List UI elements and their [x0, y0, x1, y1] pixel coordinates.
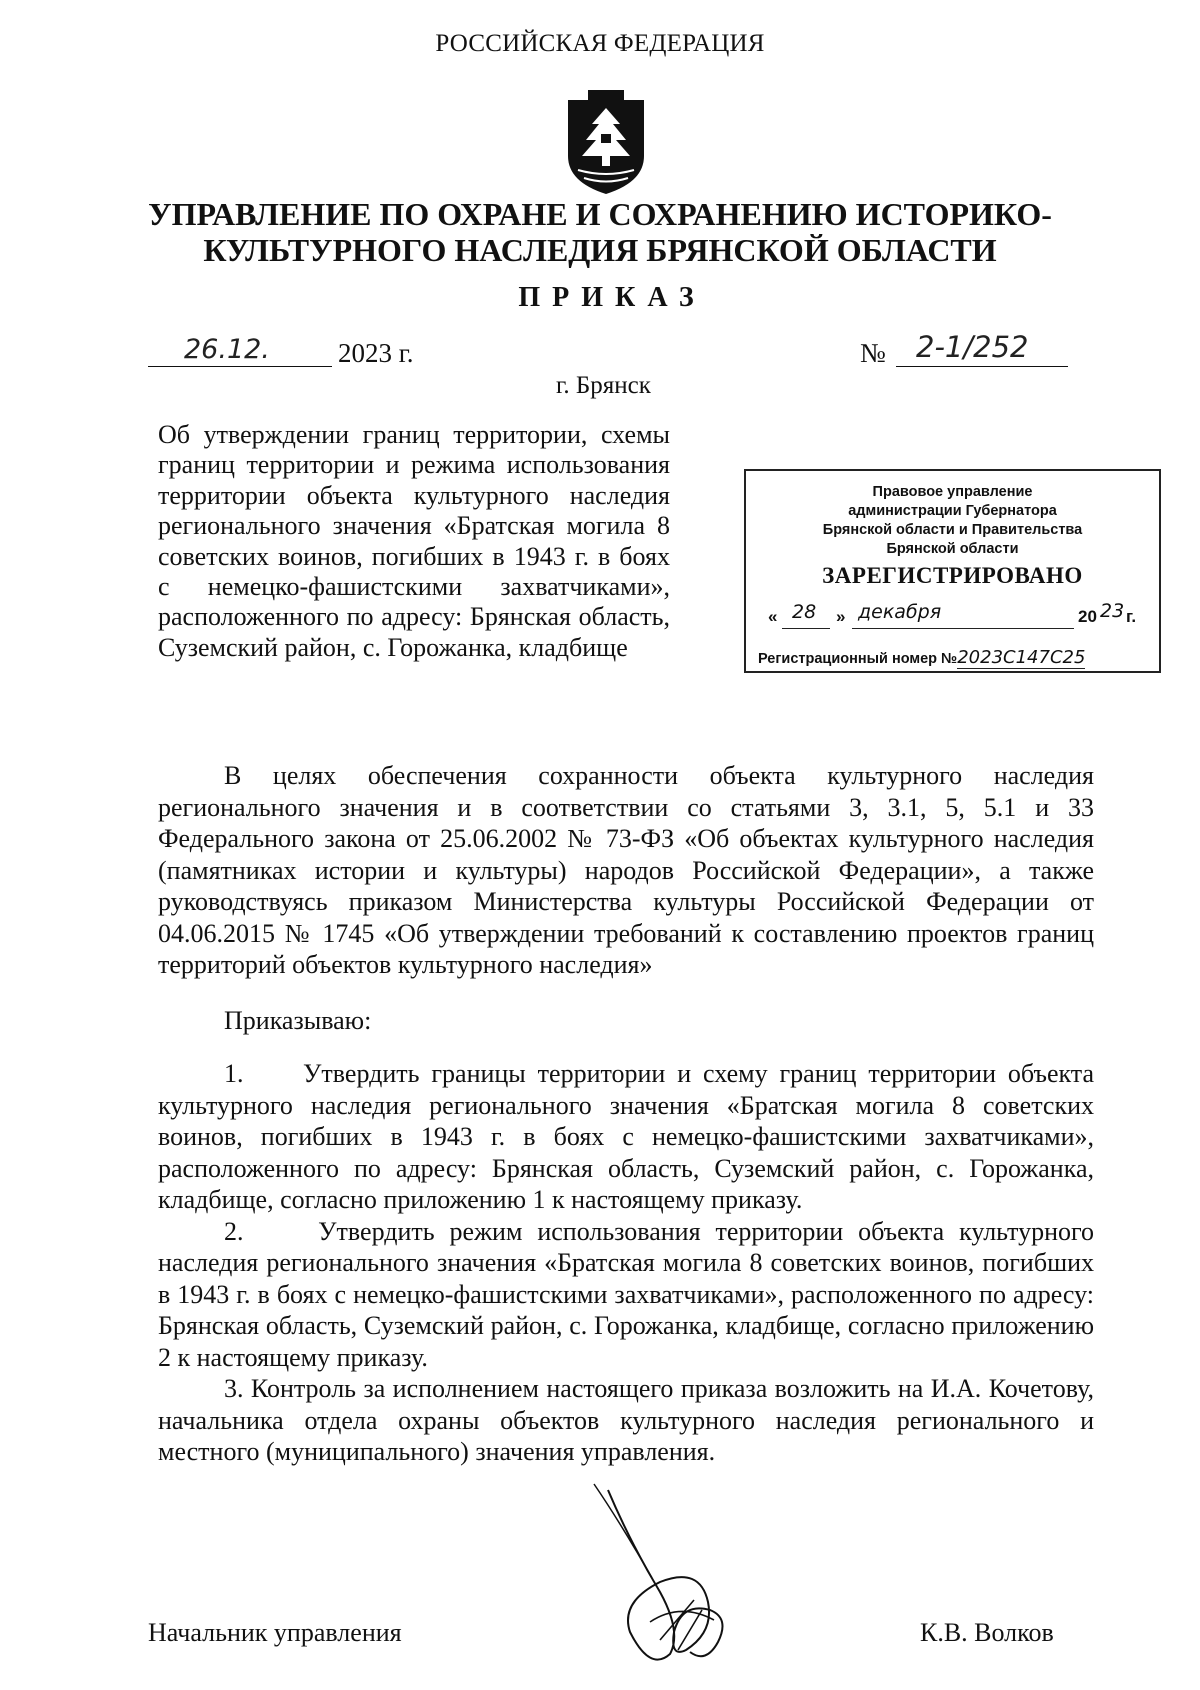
stamp-reg-label: Регистрационный номер №: [758, 651, 958, 667]
stamp-day-underline: [782, 601, 830, 629]
stamp-authority: [746, 483, 1159, 559]
stamp-day: 28: [792, 601, 817, 623]
organization-name-line1: УПРАВЛЕНИЕ ПО ОХРАНЕ И СОХРАНЕНИЮ ИСТОРИКО-: [148, 196, 1052, 232]
stamp-month-underline: [852, 601, 1074, 629]
handwritten-date: 26.12.: [184, 334, 270, 365]
document-type: ПРИКАЗ: [518, 282, 706, 313]
stamp-line: администрации Губернатора: [848, 503, 1057, 519]
signatory-position: Начальник управления: [148, 1618, 402, 1647]
stamp-registered: ЗАРЕГИСТРИРОВАНО: [822, 563, 1083, 588]
order-items: [158, 1058, 1094, 1468]
registration-stamp: [744, 469, 1161, 673]
stamp-line: Брянской области: [886, 541, 1019, 557]
stamp-month: декабря: [858, 601, 942, 623]
stamp-quote-close: »: [836, 607, 846, 626]
stamp-year-prefix: 20: [1078, 607, 1097, 626]
order-year: 2023 г.: [338, 338, 414, 368]
stamp-line: Брянской области и Правительства: [822, 522, 1083, 538]
order-word: Приказываю:: [224, 1006, 372, 1035]
order-item: 1. Утвердить границы территории и схему границ территории объекта культурного наследия регионального значения «Братская могила 8 советских воинов, погибших в 1943 г. в боях с немецко-фашистскими захватчиками», расположенного по адресу: Брянская область, Суземский район, с. Горожанка, кладбище, согласно приложению 1 к настоящему приказу.: [158, 1059, 1094, 1214]
stamp-quote-open: «: [768, 607, 778, 626]
handwritten-signature: [590, 1482, 760, 1682]
signatory-name: К.В. Волков: [920, 1618, 1054, 1647]
stamp-line: Правовое управление: [872, 484, 1033, 500]
stamp-registration-number: [758, 647, 1085, 668]
stamp-date-line: [764, 600, 1144, 631]
stamp-reg-number: 2023С147С25: [957, 647, 1086, 668]
handwritten-number: 2-1/252: [916, 330, 1029, 364]
order-item: 2. Утвердить режим использования территории объекта культурного наследия регионального значения «Братская могила 8 советских воинов, погибших в 1943 г. в боях с немецко-фашистскими захватчиками», расположенного по адресу: Брянская область, Суземский район, с. Горожанка, кладбище, согласно приложению 2 к настоящему приказу.: [158, 1216, 1094, 1372]
country-name: РОССИЙСКАЯ ФЕДЕРАЦИЯ: [435, 30, 765, 57]
organization-name: [0, 196, 1200, 268]
coat-of-arms-icon: [558, 86, 654, 198]
preamble-paragraph: В целях обеспечения сохранности объекта культурного наследия регионального значения и в соответствии со статьями 3, 3.1, 5, 5.1 и 33 Федерального закона от 25.06.2002 № 73-ФЗ «Об объектах культурного наследия (памятниках истории и культуры) народов Российской Федерации», а также руководствуясь приказом Министерства культуры Российской Федерации от 04.06.2015 № 1745 «Об утверждении требований к составлению проектов границ территорий объектов культурного наследия»: [158, 761, 1094, 979]
order-item: 3. Контроль за исполнением настоящего приказа возложить на И.А. Кочетову, начальника отдела охраны объектов культурного наследия регионального и местного (муниципального) значения управления.: [158, 1374, 1094, 1466]
stamp-year-end: г.: [1126, 607, 1137, 626]
order-subject: Об утверждении границ территории, схемы границ территории и режима использования территории объекта культурного наследия регионального значения «Братская могила 8 советских воинов, погибших в 1943 г. в боях с немецко-фашистскими захватчиками», расположенного по адресу: Брянская область, Суземский район, с. Горожанка, кладбище: [158, 420, 670, 662]
city: г. Брянск: [556, 372, 651, 399]
number-label: №: [860, 338, 886, 368]
stamp-year-suffix: 23: [1100, 600, 1125, 622]
organization-name-line2: КУЛЬТУРНОГО НАСЛЕДИЯ БРЯНСКОЙ ОБЛАСТИ: [203, 232, 997, 268]
